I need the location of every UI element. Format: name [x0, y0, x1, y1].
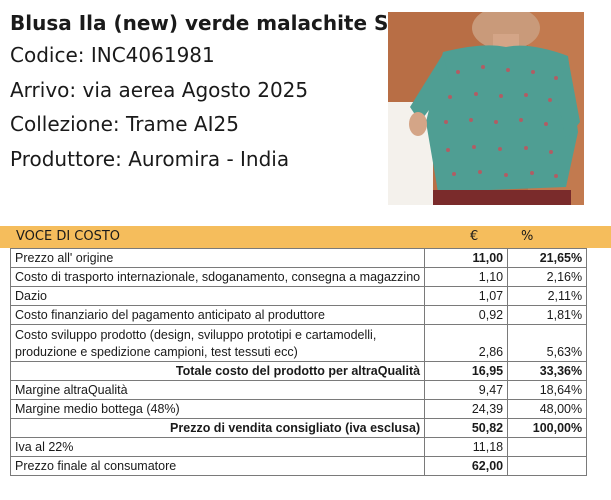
- cost-table: [10, 248, 587, 476]
- row-label: Margine medio bottega (48%): [11, 400, 425, 419]
- row-pct: 1,81%: [508, 306, 587, 325]
- row-label: Prezzo all' origine: [11, 249, 425, 268]
- product-producer: Produttore: Auromira - India: [10, 146, 290, 171]
- table-row: [11, 249, 587, 268]
- row-euro: 1,07: [425, 287, 508, 306]
- row-pct: [508, 457, 587, 476]
- row-euro: 16,95: [425, 362, 508, 381]
- table-header-bar: [0, 226, 611, 248]
- row-pct: 2,11%: [508, 287, 587, 306]
- row-euro: 24,39: [425, 400, 508, 419]
- row-label: Prezzo finale al consumatore: [11, 457, 425, 476]
- row-label: Margine altraQualità: [11, 381, 425, 400]
- product-code: Codice: INC4061981: [10, 43, 215, 67]
- row-label: Iva al 22%: [11, 438, 425, 457]
- product-collection: Collezione: Trame AI25: [10, 112, 239, 136]
- header-item: VOCE DI COSTO: [16, 229, 121, 244]
- table-row: [11, 438, 587, 457]
- table-row-total: [11, 362, 587, 381]
- row-euro: 62,00: [425, 457, 508, 476]
- row-label: Prezzo di vendita consigliato (iva esclusa): [11, 419, 425, 438]
- row-pct: 48,00%: [508, 400, 587, 419]
- table-row-total: [11, 419, 587, 438]
- row-euro: 0,92: [425, 306, 508, 325]
- row-pct: 2,16%: [508, 268, 587, 287]
- product-title: Blusa Ila (new) verde malachite S: [10, 11, 389, 35]
- row-pct: 5,63%: [508, 325, 587, 362]
- row-label: Dazio: [11, 287, 425, 306]
- table-row: [11, 268, 587, 287]
- product-arrival: Arrivo: via aerea Agosto 2025: [10, 77, 309, 102]
- table-row: [11, 400, 587, 419]
- row-pct: 33,36%: [508, 362, 587, 381]
- table-row: [11, 381, 587, 400]
- row-euro: 50,82: [425, 419, 508, 438]
- row-pct: 18,64%: [508, 381, 587, 400]
- row-label: Costo di trasporto internazionale, sdoganamento, consegna a magazzino: [11, 268, 425, 287]
- table-row: [11, 287, 587, 306]
- table-row: [11, 457, 587, 476]
- header-pct: %: [521, 229, 534, 244]
- row-euro: 11,00: [425, 249, 508, 268]
- product-photo: [388, 12, 584, 205]
- row-euro: 9,47: [425, 381, 508, 400]
- row-pct: 21,65%: [508, 249, 587, 268]
- row-euro: 11,18: [425, 438, 508, 457]
- table-row: [11, 306, 587, 325]
- row-label: Costo sviluppo prodotto (design, sviluppo prototipi e cartamodelli, produzione e spedizione campioni, test tessuti ecc): [11, 325, 425, 362]
- row-pct: [508, 438, 587, 457]
- product-header: [10, 8, 389, 176]
- row-pct: 100,00%: [508, 419, 587, 438]
- row-label: Costo finanziario del pagamento anticipato al produttore: [11, 306, 425, 325]
- row-euro: 2,86: [425, 325, 508, 362]
- header-euro: €: [470, 229, 479, 244]
- table-row: [11, 325, 587, 362]
- row-label: Totale costo del prodotto per altraQualità: [11, 362, 425, 381]
- row-euro: 1,10: [425, 268, 508, 287]
